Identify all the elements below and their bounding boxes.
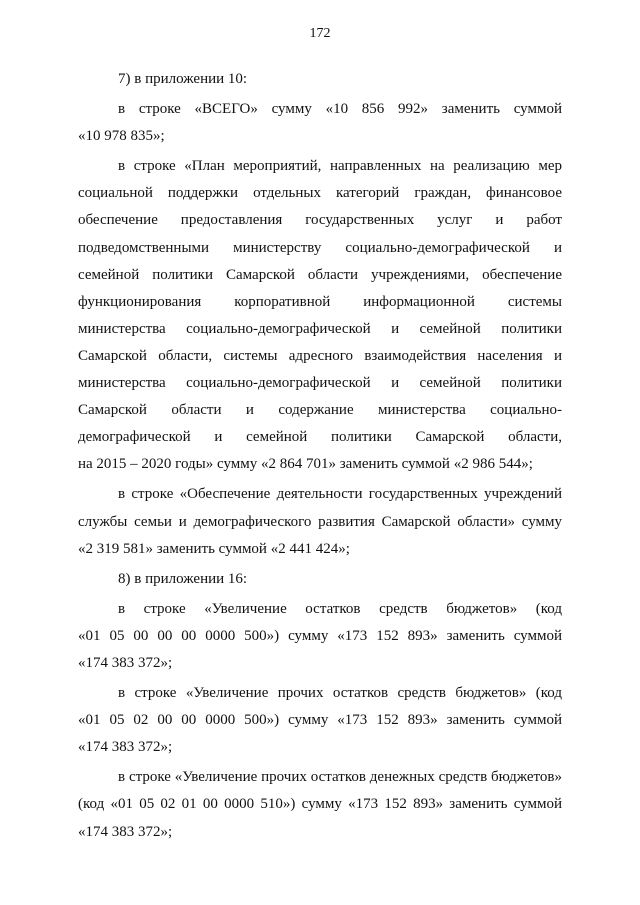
document-body [78,66,562,846]
paragraph [78,66,562,93]
paragraph [78,764,562,845]
text-line: «174 383 372»; [78,739,173,756]
text-line: министерства социально-демографической и семейной политики [78,375,562,392]
text-line: в строке «Увеличение остатков средств бюджетов» (код [118,600,562,617]
text-line: 7) в приложении 10: [118,71,248,87]
text-line: в строке «Увеличение прочих остатков средств бюджетов» (код [118,685,562,702]
text-line: социальной поддержки отдельных категорий граждан, финансовое [78,185,562,202]
paragraph [78,680,562,761]
text-line: функционирования корпоративной информационной системы [78,293,562,310]
text-line: 8) в приложении 16: [118,570,248,587]
text-line: в строке «Увеличение прочих остатков денежных средств бюджетов» [118,769,562,786]
text-line: «01 05 00 00 00 0000 500») сумму «173 152 893» заменить суммой [78,627,562,644]
text-line: «10 978 835»; [78,128,165,145]
paragraph [78,596,562,677]
text-line: демографической и семейной политики Самарской области, [78,429,562,446]
text-line: на 2015 – 2020 годы» сумму «2 864 701» заменить суммой «2 986 544»; [78,456,533,473]
text-line: семейной политики Самарской области учреждениями, обеспечение [78,266,562,283]
text-line: министерства социально-демографической и семейной политики [78,320,562,337]
text-line: службы семьи и демографического развития Самарской области» сумму [78,513,562,530]
page-number: 172 [309,26,331,41]
text-line: Самарской области, системы адресного взаимодействия населения и [78,347,562,364]
text-line: «01 05 02 00 00 0000 500») сумму «173 152 893» заменить суммой [78,712,562,729]
text-line: Самарской области и содержание министерства социально- [78,402,562,419]
text-line: «174 383 372»; [78,823,173,840]
text-line: в строке «ВСЕГО» сумму «10 856 992» заменить суммой [118,101,562,118]
paragraph [78,566,562,593]
text-line: «174 383 372»; [78,654,173,671]
paragraph [78,153,562,478]
paragraph [78,96,562,150]
text-line: в строке «Обеспечение деятельности государственных учреждений [118,486,562,503]
text-line: «2 319 581» заменить суммой «2 441 424»; [78,540,350,557]
text-line: обеспечение предоставления государственных услуг и работ [78,212,562,229]
paragraph [78,481,562,562]
text-line: в строке «План мероприятий, направленных на реализацию мер [118,158,562,175]
text-line: (код «01 05 02 01 00 0000 510») сумму «173 152 893» заменить суммой [78,796,562,813]
text-line: подведомственными министерству социально-демографической и [78,239,562,256]
